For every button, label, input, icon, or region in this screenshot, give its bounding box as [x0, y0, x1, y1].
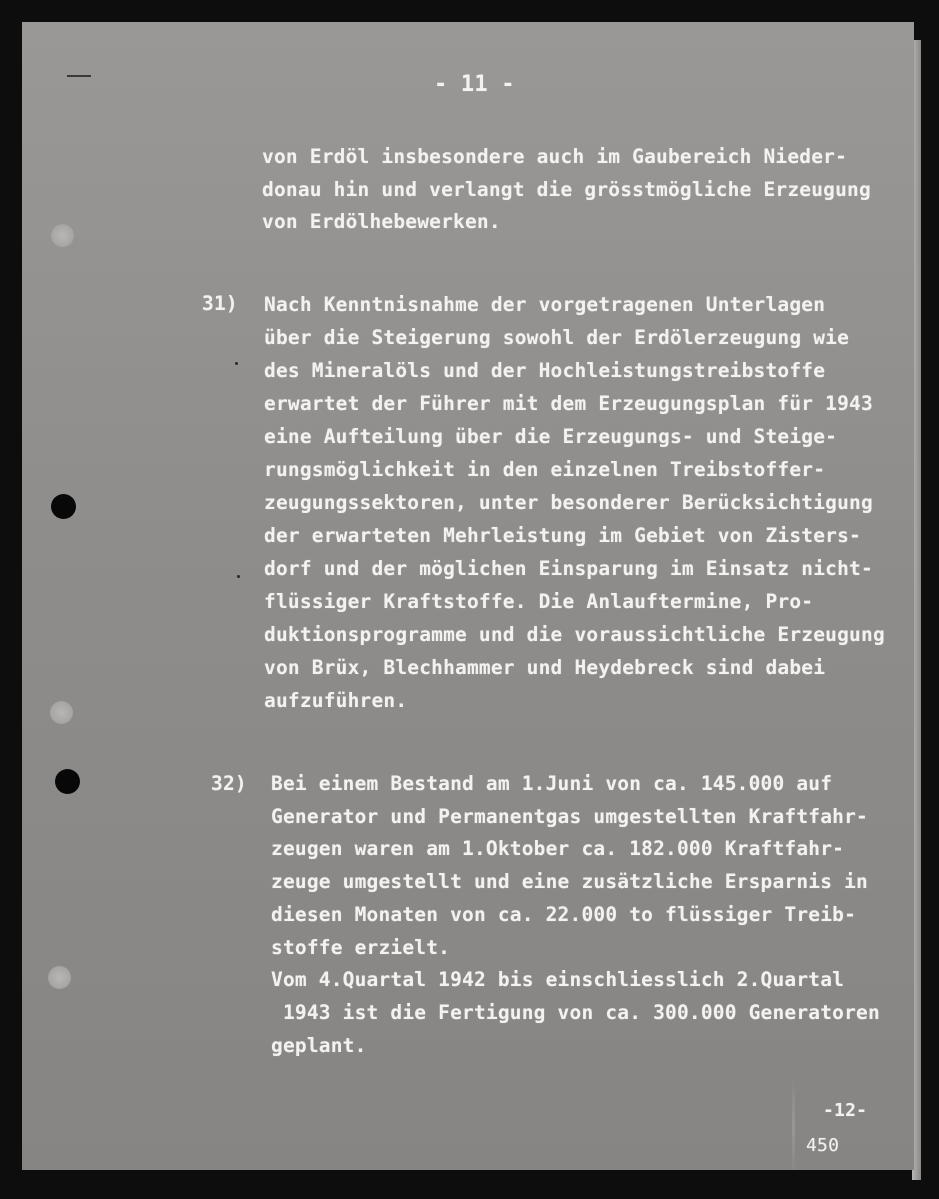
- pencil-mark: [67, 75, 91, 77]
- paragraph-number: 32): [211, 772, 247, 795]
- text-line: 1943 ist die Fertigung von ca. 300.000 Generatoren: [271, 1000, 880, 1024]
- text-line: zeuge umgestellt und eine zusätzliche Ersparnis in: [271, 870, 868, 894]
- text-line: zeugen waren am 1.Oktober ca. 182.000 Kraftfahr-: [271, 837, 845, 861]
- text-line: von Erdöl insbesondere auch im Gaubereich Nieder-: [262, 145, 848, 168]
- punch-hole: [51, 494, 76, 519]
- text-line: Vom 4.Quartal 1942 bis einschliesslich 2.Quartal: [271, 968, 845, 992]
- paper-crease: [792, 1077, 795, 1170]
- text-line: zeugungssektoren, unter besonderer Berücksichtigung: [264, 491, 873, 514]
- text-line: donau hin und verlangt die grösstmögliche Erzeugung: [262, 177, 871, 201]
- punch-hole: [55, 769, 80, 794]
- text-line: flüssiger Kraftstoffe. Die Anlauftermine, Pro-: [264, 590, 814, 613]
- text-line: diesen Monaten von ca. 22.000 to flüssiger Treib-: [271, 902, 857, 926]
- paragraph-31-body: [264, 288, 885, 717]
- punch-hole-faint: [50, 701, 73, 724]
- speck: [235, 362, 238, 365]
- paragraph-number: 31): [202, 292, 238, 315]
- text-line: stoffe erzielt.: [271, 935, 451, 959]
- continuation-text: [262, 141, 871, 239]
- text-line: Bei einem Bestand am 1.Juni von ca. 145.000 auf: [271, 772, 833, 795]
- text-line: dorf und der möglichen Einsparung im Einsatz nicht-: [264, 557, 873, 580]
- page-number: - 11 -: [434, 72, 515, 97]
- text-line: Nach Kenntnisnahme der vorgetragenen Unterlagen: [264, 293, 826, 316]
- text-line: eine Aufteilung über die Erzeugungs- und Steige-: [264, 425, 838, 448]
- text-line: duktionsprogramme und die voraussichtliche Erzeugung: [264, 623, 885, 646]
- punch-hole-faint: [51, 224, 74, 247]
- text-line: von Brüx, Blechhammer und Heydebreck sind dabei: [264, 656, 826, 679]
- archive-number: 450: [806, 1135, 840, 1156]
- text-line: erwartet der Führer mit dem Erzeugungsplan für 1943: [264, 392, 873, 415]
- paragraph-32-body: [271, 768, 880, 1062]
- text-line: der erwarteten Mehrleistung im Gebiet von Zisters-: [264, 524, 861, 547]
- text-line: über die Steigerung sowohl der Erdölerzeugung wie: [264, 326, 850, 349]
- speck: [237, 575, 240, 578]
- text-line: des Mineralöls und der Hochleistungstreibstoffe: [264, 359, 826, 382]
- text-line: Generator und Permanentgas umgestellten Kraftfahr-: [271, 804, 868, 828]
- text-line: aufzuführen.: [264, 689, 408, 712]
- text-line: geplant.: [271, 1033, 367, 1057]
- punch-hole-faint: [48, 966, 71, 989]
- text-line: von Erdölhebewerken.: [262, 210, 501, 234]
- text-line: rungsmöglichkeit in den einzelnen Treibstoffer-: [264, 458, 826, 481]
- next-page-marker: -12-: [823, 1100, 868, 1121]
